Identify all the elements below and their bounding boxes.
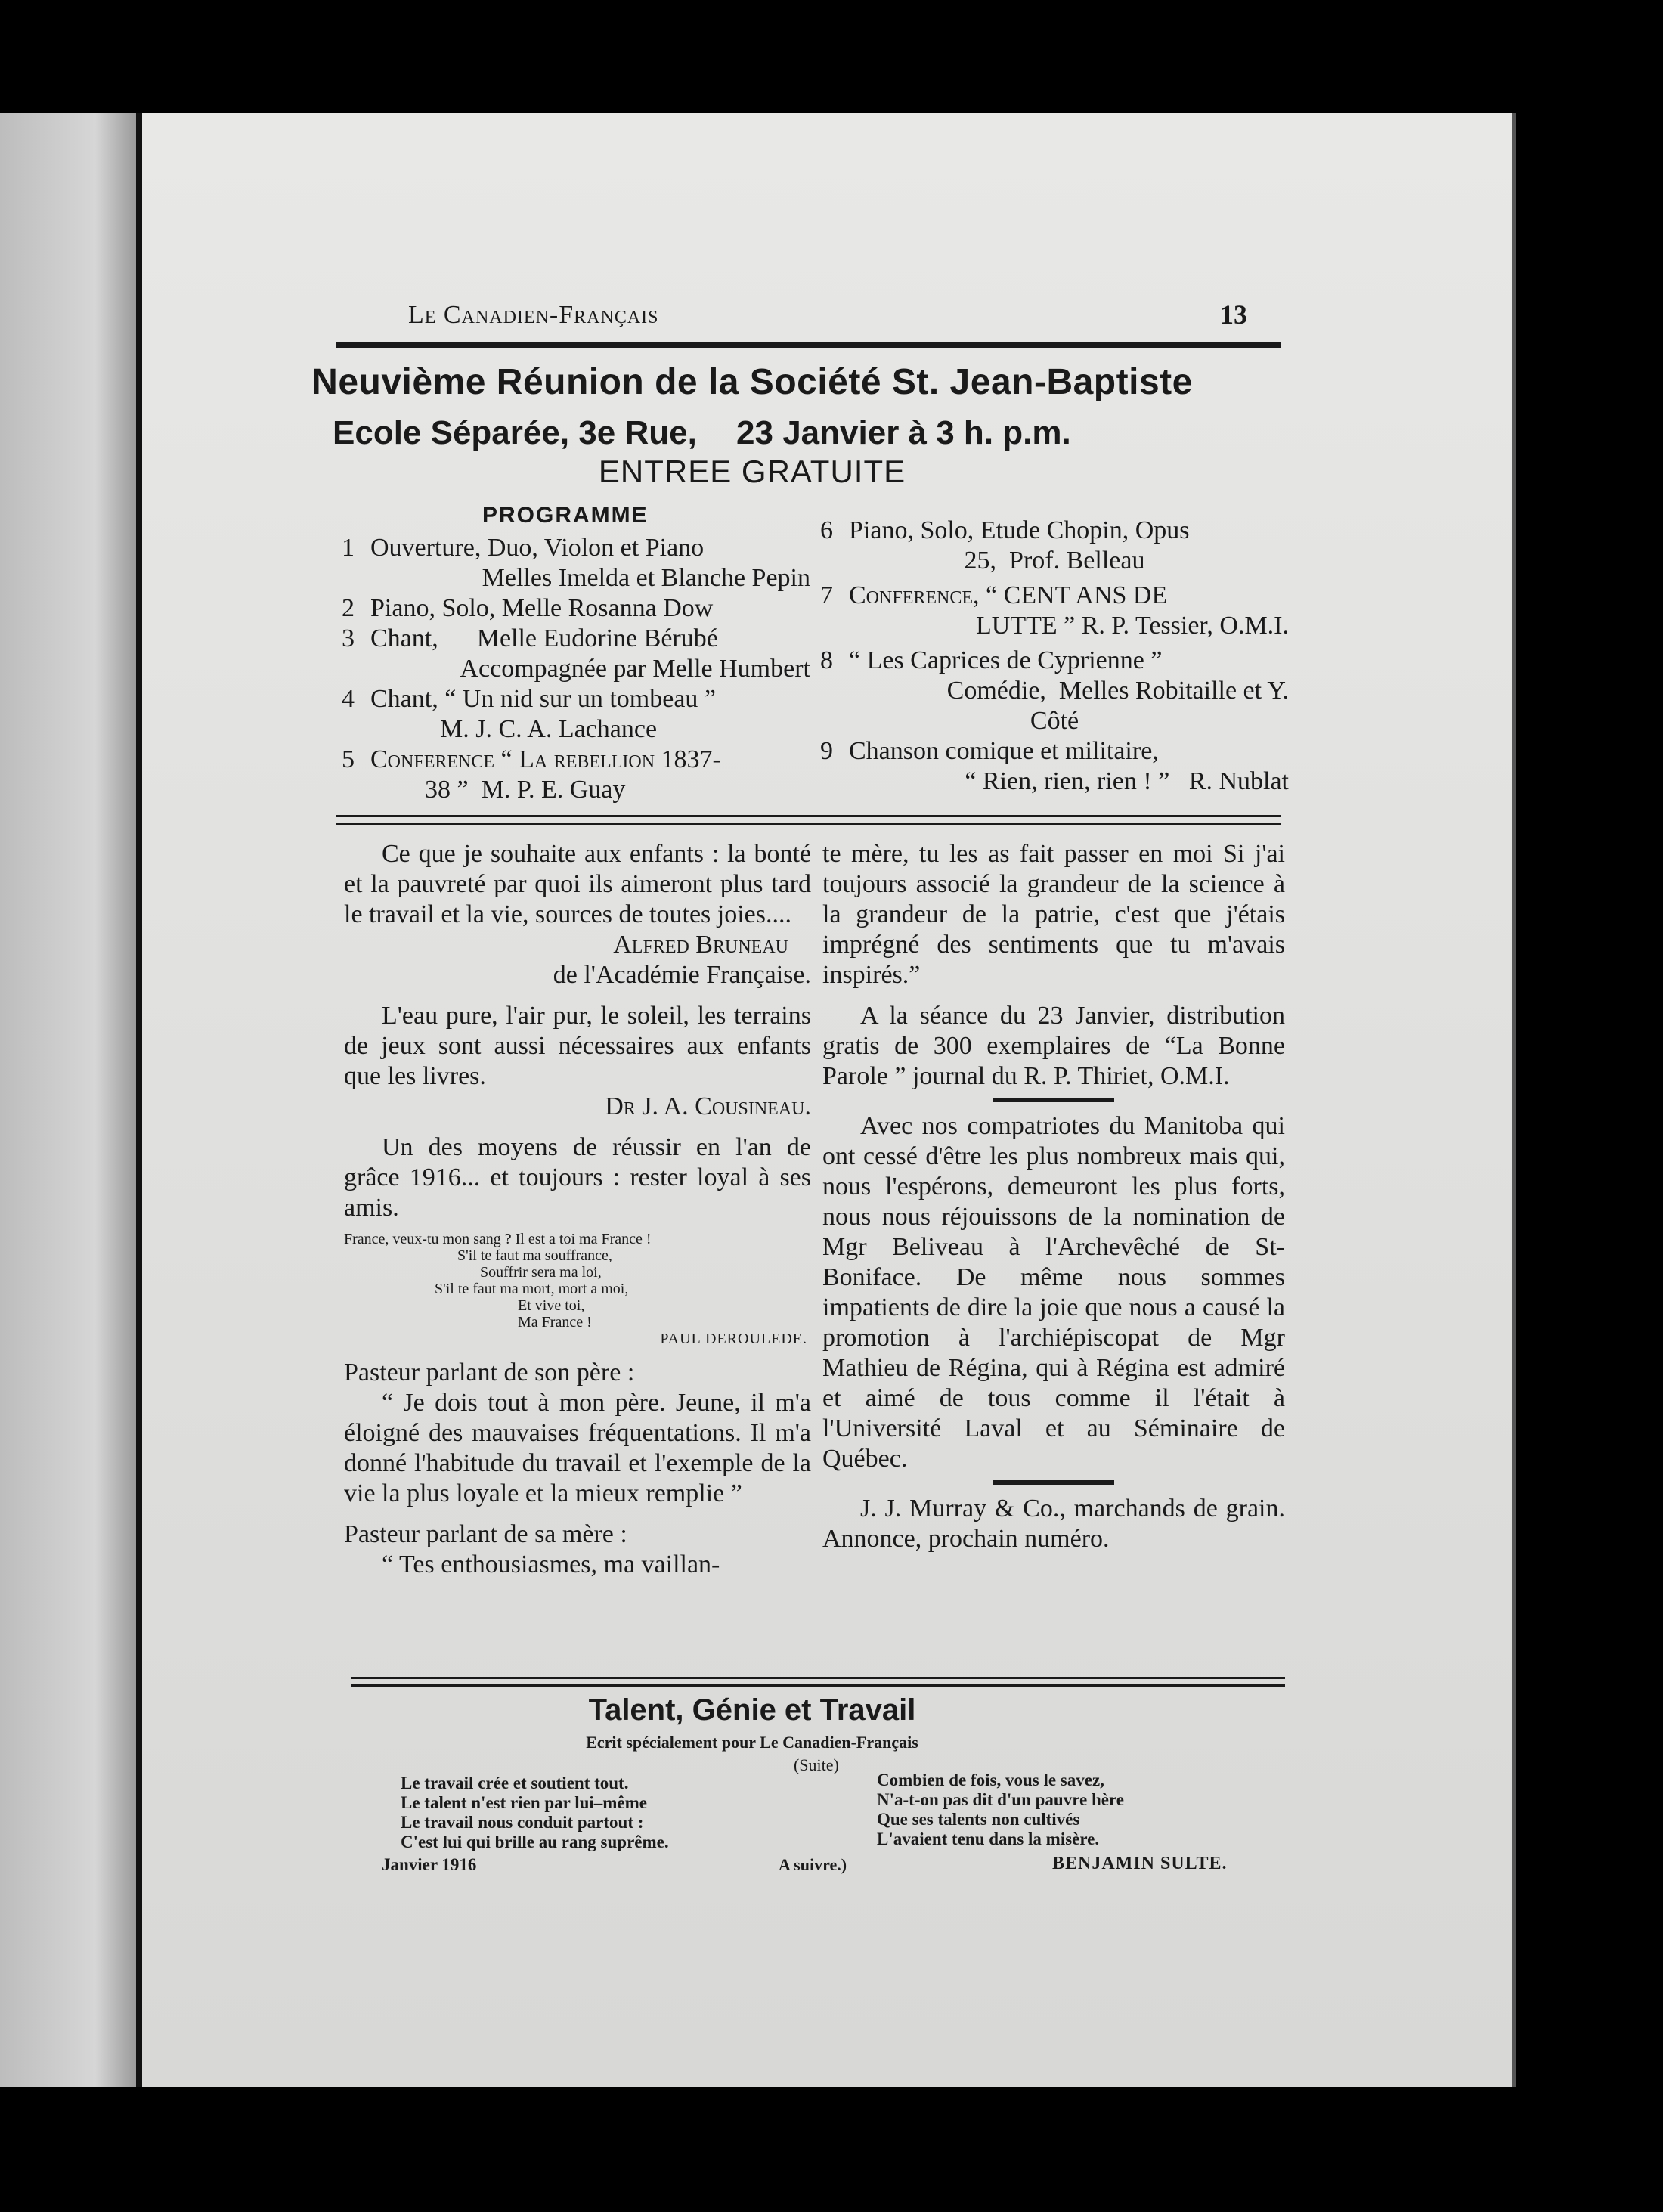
programme-right-column [820,516,1289,797]
left-column [344,839,811,1580]
section-rule [351,1677,1285,1679]
running-head: Le Canadien-Français [408,301,659,329]
pasteur-mother-heading: Pasteur parlant de sa mère : [344,1520,627,1548]
notice-title: Neuvième Réunion de la Société St. Jean-Baptiste [311,362,1193,402]
pasteur-father-heading: Pasteur parlant de son père : [344,1358,635,1386]
manitoba-notice: Avec nos compatriotes du Manitoba qui ont cessé d'être les plus nombreux mais qui, nous l'espérons, demeuront les plus forts, nous nous réjouissons de la nomination de Mgr Beliveau à l'Archevêché de St-Boniface. De même nous sommes impatients de dire la joie que nous a causé la promotion à l'archiépiscopat de Mgr Mathieu de Régina, qui à Régina est admiré et aimé de tous comme il l'était à l'Université Laval et au Séminaire de Québec. [822,1112,1285,1473]
poem-deroulede: France, veux-tu mon sang ? Il est a toi ma France ! S'il te faut ma souffrance, Souffrir sera ma loi, S'il te faut ma mort, mort a moi, Et vive toi, Ma France ! PAUL DEROULEDE. [344,1231,811,1347]
section-rule [336,815,1281,817]
quote-author: Alfred Bruneau [613,931,788,959]
poem-author: PAUL DEROULEDE. [660,1331,807,1347]
talent-a-suivre: A suivre.) [779,1855,847,1874]
notice-admission: ENTREE GRATUITE [598,454,906,489]
talent-date: Janvier 1916 [382,1855,477,1874]
page-right-edge [1512,113,1516,2087]
previous-page-edge [0,113,136,2087]
programme-item: 1 Ouverture, Duo, Violon et Piano Melles Imelda et Blanche Pepin [342,534,810,592]
talent-title: Talent, Génie et Travail [588,1693,916,1727]
programme-item: 2 Piano, Solo, Melle Rosanna Dow [342,594,714,622]
programme-left-column [342,533,810,805]
programme-item: 6 Piano, Solo, Etude Chopin, Opus 25, Prof. Belleau [820,516,1190,575]
programme-item: 9 Chanson comique et militaire, “ Rien, rien, rien ! ” R. Nublat [820,737,1289,795]
seance-notice: A la séance du 23 Janvier, distribution gratis de 300 exemplaires de “La Bonne Parole ” journal du R. P. Thiriet, O.M.I. [822,1002,1285,1090]
notice-subtitle [333,414,1315,452]
programme-item: 4 Chant, “ Un nid sur un tombeau ” M. J. C. A. Lachance [342,685,717,743]
talent-author: BENJAMIN SULTE. [1052,1854,1228,1873]
section-rule [336,823,1281,825]
programme-item: 3 Chant, Melle Eudorine Bérubé Accompagnée par Melle Humbert [342,624,810,683]
quote-author: Dr J. A. Cousineau. [605,1092,811,1120]
short-rule [993,1480,1114,1485]
short-rule [993,1098,1114,1102]
talent-verse-left: Le travail crée et soutient tout. Le talent n'est rien par lui–même Le travail nous conduit partout : C'est lui qui brille au rang suprême. [401,1774,669,1851]
quote-affiliation: de l'Académie Française. [553,961,811,989]
talent-suite: (Suite) [794,1755,839,1774]
quote-cousineau: L'eau pure, l'air pur, le soleil, les terrains de jeux sont aussi nécessaires aux enfants que les livres. [344,1002,811,1090]
talent-subtitle: Ecrit spécialement pour Le Canadien-Français [586,1733,918,1752]
quote-bruneau: Ce que je souhaite aux enfants : la bonté et la pauvreté par quoi ils aimeront plus tard le travail et la vie, sources de toutes joies.... [344,840,811,928]
programme-item: 5 Conference “ La rebellion 1837- 38 ” M. P. E. Guay [342,745,721,804]
murray-notice: J. J. Murray & Co., marchands de grain. Annonce, prochain numéro. [822,1495,1285,1553]
page-number: 13 [1220,299,1247,330]
header-rule [336,342,1281,348]
section-rule [351,1684,1285,1687]
programme-item: 8 “ Les Caprices de Cyprienne ” Comédie, Melles Robitaille et Y. Côté [820,646,1289,735]
page-spine [136,113,142,2087]
pasteur-mother-continued: te mère, tu les as fait passer en moi Si j'ai toujours associé la grandeur de la science à la grandeur de la patrie, c'est que j'étais imprégné des sentiments que tu m'avais inspirés.” [822,840,1285,989]
notice-date: 23 Janvier à 3 h. p.m. [736,414,1071,451]
talent-verse-right: Combien de fois, vous le savez, N'a-t-on pas dit d'un pauvre hère Que ses talents non cultivés L'avaient tenu dans la misère. [877,1771,1124,1848]
pasteur-father-quote: “ Je dois tout à mon père. Jeune, il m'a éloigné des mauvaises fréquentations. Il m'a donné l'habitude du travail et l'exemple de la vie la plus loyale et la mieux remplie ” [344,1389,811,1507]
pasteur-mother-quote: “ Tes enthousiasmes, ma vaillan- [382,1551,720,1578]
notice-location: Ecole Séparée, 3e Rue, [333,414,697,451]
right-column [822,839,1285,1554]
quote-loyalty: Un des moyens de réussir en l'an de grâce 1916... et toujours : rester loyal à ses amis. [344,1133,811,1222]
programme-heading: PROGRAMME [482,503,649,528]
programme-item: 7 Conference, “ CENT ANS DE LUTTE ” R. P. Tessier, O.M.I. [820,581,1289,640]
